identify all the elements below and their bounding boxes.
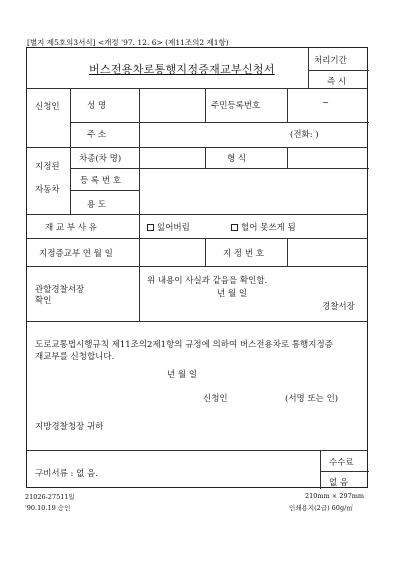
reason-option-lost[interactable]: 잃어버림	[147, 221, 190, 233]
processing-period-label: 처리기간	[314, 56, 347, 66]
worn-checkbox[interactable]	[231, 224, 238, 231]
rrn-value: ~	[322, 98, 330, 108]
fee-value: 없 음	[329, 478, 349, 488]
vehicle-type-label: 차종(차 명)	[79, 154, 122, 164]
reason-label: 재 교 부 사 유	[45, 223, 97, 233]
applicant-label: 신청인	[35, 102, 60, 112]
vehicle-model-label: 형 식	[227, 154, 247, 164]
issue-date-label: 지정증교부 연 월 일	[39, 249, 113, 259]
footer-form-number: 21026-27511일	[25, 493, 75, 501]
police-confirm-text: 위 내용이 사실과 같음을 확인함.	[147, 276, 268, 286]
footer-approval: '90.10.19 승인	[25, 504, 71, 512]
application-form	[26, 47, 368, 488]
sign-label: (서명 또는 인)	[285, 394, 339, 404]
police-confirm-date: 년 월 일	[217, 289, 248, 299]
address-label: 주 소	[87, 130, 107, 140]
lost-checkbox[interactable]	[147, 224, 154, 231]
police-label-line2: 확인	[35, 296, 52, 306]
statement-line1: 도로교통법시행규칙 제11조의2제1항의 규정에 의하여 버스전용차로 통행지정증	[35, 340, 333, 350]
attachments-label: 구비서류 : 없 음.	[35, 469, 98, 479]
signer-label: 신청인	[203, 394, 228, 404]
police-signer: 경찰서장	[322, 302, 355, 312]
statement-line2: 재교부를 신청합니다.	[35, 352, 115, 362]
vehicle-label-line2: 자동차	[35, 185, 60, 195]
registration-number-label: 등 록 번 호	[80, 176, 121, 186]
vehicle-use-label: 용 도	[87, 200, 107, 210]
processing-period-value: 즉 시	[327, 77, 347, 87]
phone-label: (전화: )	[290, 130, 319, 140]
rrn-label: 주민등록번호	[211, 101, 261, 111]
addressee: 지방경찰청장 귀하	[35, 422, 104, 432]
statement-date: 년 월 일	[167, 370, 198, 380]
vehicle-label-line1: 지정된	[35, 162, 60, 172]
form-title: 버스전용차로통행지정증재교부신청서	[89, 63, 275, 76]
police-label-line1: 관할경찰서장	[35, 285, 85, 295]
name-label: 성 명	[87, 101, 107, 111]
reason-option-worn[interactable]: 헐어 못쓰게 됨	[231, 221, 296, 233]
fee-label: 수수료	[329, 458, 354, 468]
footer-size: 210mm × 297mm	[305, 492, 365, 500]
designation-number-label: 지 정 번 호	[223, 249, 264, 259]
form-header: [별지 제5호의3서식] <개정 '97. 12. 6> (제11조의2 제1항)	[27, 38, 229, 47]
footer-paper: 인쇄용지(2급) 60g/㎡	[289, 504, 353, 512]
